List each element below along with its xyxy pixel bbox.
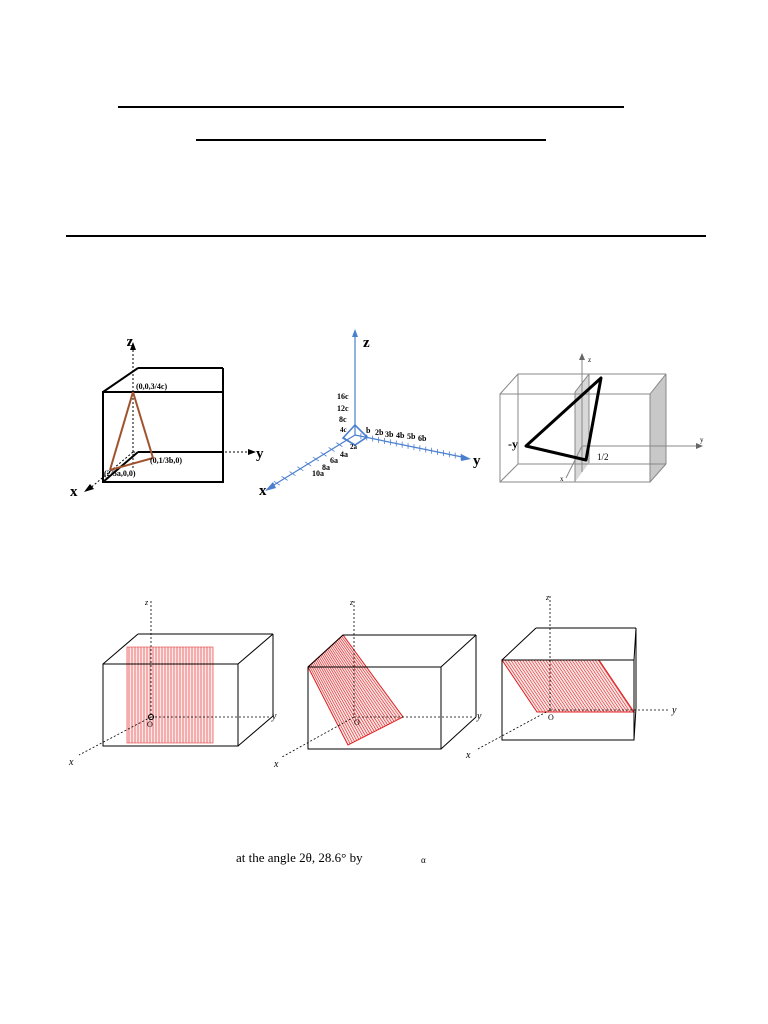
figure-plane-horizontal: [462, 590, 692, 765]
fig2-y-tick-b: b: [366, 426, 371, 435]
fig2-z-tick-4c: 4c: [340, 426, 347, 434]
fig2-y-tick-3b: 3b: [385, 430, 394, 439]
plane2-axis-z: z: [350, 598, 354, 607]
fig2-axis-x: x: [259, 483, 267, 499]
fig3-axis-z: z: [588, 356, 592, 364]
plane2-axis-x: x: [274, 759, 279, 770]
fig2-x-tick-10a: 10a: [312, 469, 324, 478]
fig2-x-tick-2a: 2a: [350, 443, 357, 451]
fig2-z-tick-8c: 8c: [339, 415, 347, 424]
plane1-origin: O: [147, 720, 153, 729]
figure-negative-intercept: [498, 350, 708, 490]
plane1-axis-x: x: [69, 757, 74, 768]
fig2-y-tick-6b: 6b: [418, 434, 427, 443]
fig1-axis-y: y: [256, 446, 264, 462]
title-rule-1: [118, 106, 624, 108]
plane2-origin: O: [354, 718, 360, 727]
fig2-y-tick-4b: 4b: [396, 431, 405, 440]
fig2-axis-y: y: [473, 453, 481, 469]
figure-plane-vertical: [65, 595, 290, 770]
fig1-point-top: (0,0,3/4c): [136, 382, 168, 391]
plane3-axis-y: y: [672, 705, 677, 716]
diffraction-caption: at the angle 2θ, 28.6° by: [236, 850, 363, 865]
fig1-axis-z: z: [126, 334, 134, 350]
fig1-axis-x: x: [70, 484, 78, 500]
figure-cube-intercepts: [60, 330, 270, 510]
fig2-x-tick-6a: 6a: [330, 456, 338, 465]
plane1-axis-y: y: [272, 711, 277, 722]
fig2-y-tick-2b: 2b: [375, 428, 384, 437]
plane3-axis-z: z: [546, 593, 550, 602]
fig3-axis-y: y: [700, 436, 704, 444]
plane2-axis-y: y: [477, 711, 482, 722]
figure-plane-tilted: [268, 595, 493, 770]
plane3-origin: O: [548, 713, 554, 722]
fig2-axis-z: z: [363, 335, 370, 351]
fig3-axis-x: x: [560, 475, 564, 483]
plane3-axis-x: x: [466, 750, 471, 761]
section-rule: [66, 235, 706, 237]
alpha-symbol: α: [421, 855, 426, 865]
fig2-x-tick-4a: 4a: [340, 450, 348, 459]
fig1-point-left: (2/3a,0,0): [104, 469, 136, 478]
fig3-half-label: 1/2: [597, 452, 609, 462]
plane1-axis-z: z: [145, 598, 149, 607]
figure-axis-units: [255, 325, 495, 505]
fig2-y-tick-5b: 5b: [407, 432, 416, 441]
fig1-point-right: (0,1/3b,0): [150, 456, 182, 465]
fig2-x-tick-8a: 8a: [322, 463, 330, 472]
fig2-z-tick-16c: 16c: [337, 392, 349, 401]
fig2-z-tick-12c: 12c: [337, 404, 349, 413]
title-rule-2: [196, 139, 546, 141]
fig3-axis-neg-y: -y: [508, 437, 518, 451]
